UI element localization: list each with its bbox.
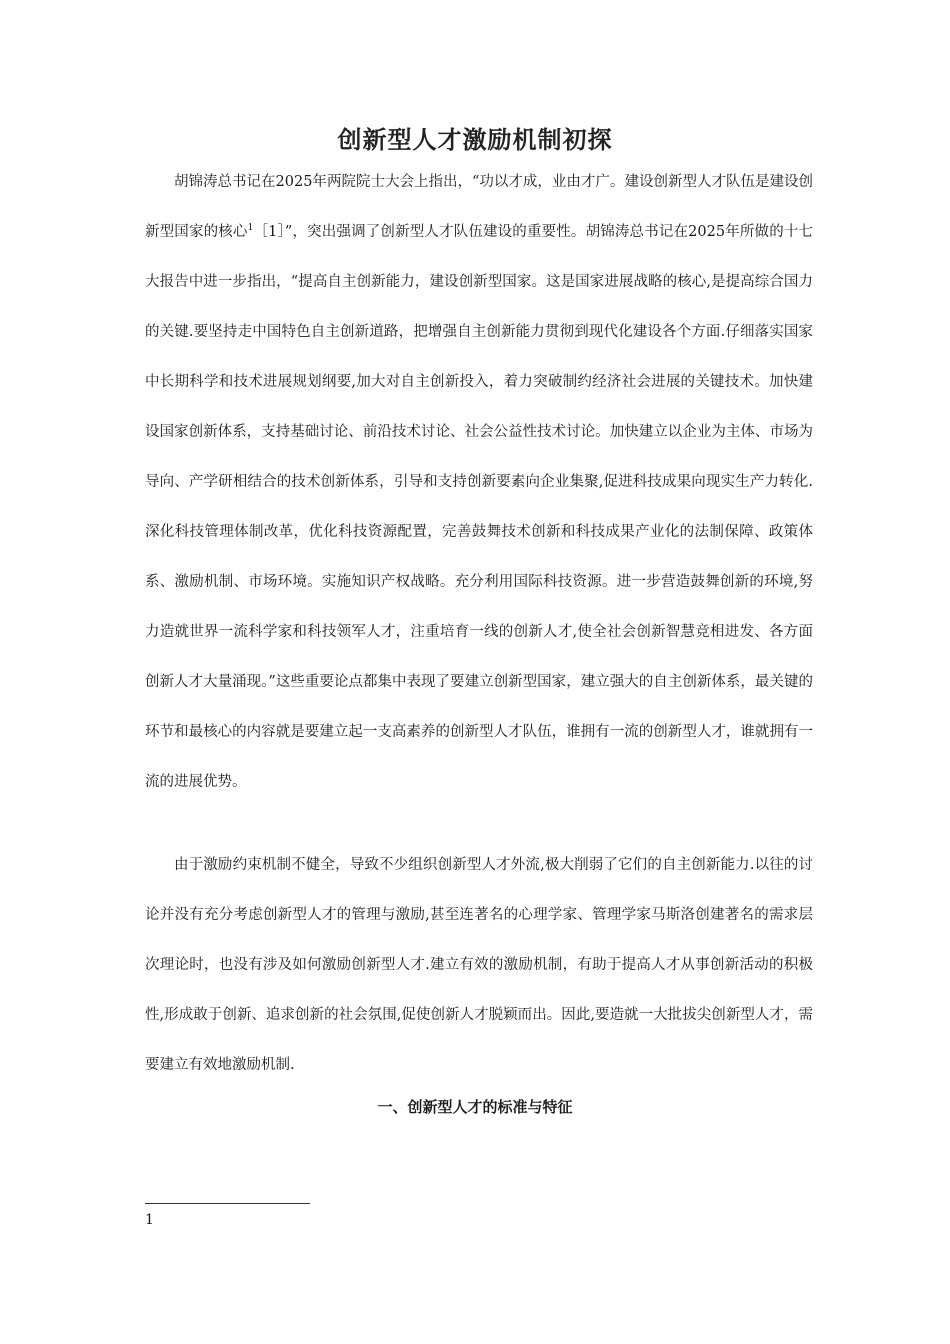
paragraph-incentive: 由于激励约束机制不健全，导致不少组织创新型人才外流,极大削弱了它们的自主创新能力.以往的讨论并没有充分考虑创新型人才的管理与激励,甚至连著名的心理学家、管理学家马斯洛创建著名的需求层次理论时，也没有涉及如何激励创新型人才.建立有效的激励机制，有助于提高人才从事创新活动的积极性,形成敢于创新、追求创新的社会氛围,促使创新人才脱颖而出。因此,要造就一大批拔尖创新型人才，需要建立有效地激励机制. xyxy=(145,857,813,1073)
footnote-marker: 1 xyxy=(247,223,254,234)
document-title: 创新型人才激励机制初探 xyxy=(337,125,613,154)
section-heading: 一、创新型人才的标准与特征 xyxy=(377,1098,573,1116)
paragraph-intro-text-a: 胡锦涛总书记在2025年两院院士大会上指出，“功以才成，业由才广。建设创新型人才队伍是建设创新型国家的核心 xyxy=(145,174,813,240)
paragraph-intro-text-b: ［1］”，突出强调了创新型人才队伍建设的重要性。胡锦涛总书记在2025年所做的十七大报告中进一步指出，“提高自主创新能力，建设创新型国家。这是国家进展战略的核心,是提高综合国力的关键.要坚持走中国特色自主创新道路，把增强自主创新能力贯彻到现代化建设各个方面.仔细落实国家中长期科学和技术进展规划纲要,加大对自主创新投入，着力突破制约经济社会进展的关键技术。加快建设国家创新体系，支持基础讨论、前沿技术讨论、社会公益性技术讨论。加快建立以企业为主体、市场为导向、产学研相结合的技术创新体系，引导和支持创新要素向企业集聚,促进科技成果向现实生产力转化.深化科技管理体制改革，优化科技资源配置，完善鼓舞技术创新和科技成果产业化的法制保障、政策体系、激励机制、市场环境。实施知识产权战略。充分利用国际科技资源。进一步营造鼓舞创新的环境,努力造就世界一流科学家和科技领军人才，注重培育一线的创新人才,使全社会创新智慧竞相进发、各方面创新人才大量涌现。”这些重要论点都集中表现了要建立创新型国家，建立强大的自主创新体系，最关键的环节和最核心的内容就是要建立起一支高素养的创新型人才队伍，谁拥有一流的创新型人才，谁就拥有一流的进展优势。 xyxy=(145,224,813,790)
footnote-divider xyxy=(145,1203,310,1204)
paragraph-intro xyxy=(145,157,813,807)
footnote-number: 1 xyxy=(145,1212,154,1228)
